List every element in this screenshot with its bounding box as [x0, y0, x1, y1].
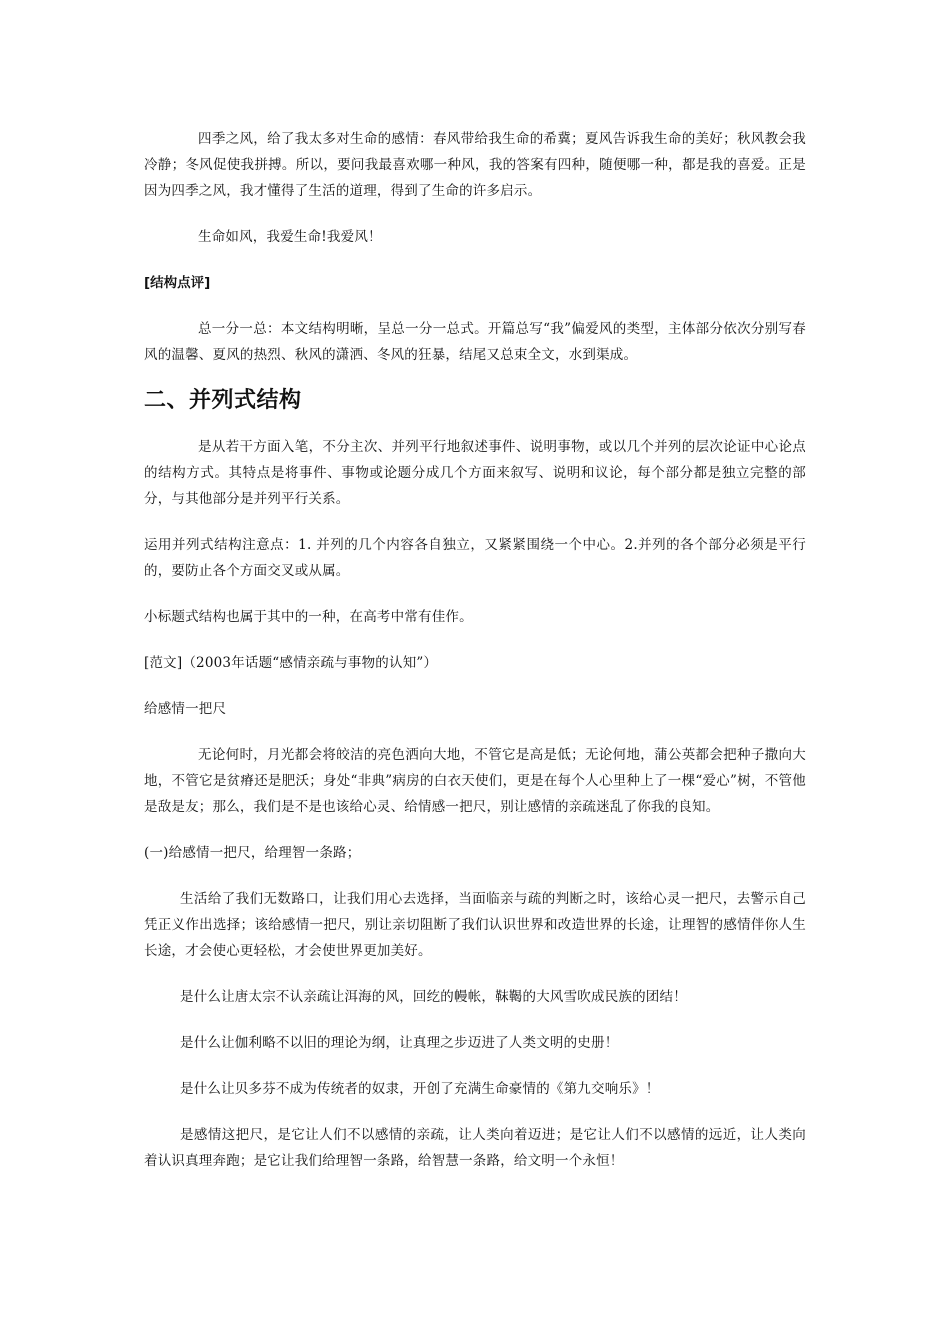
paragraph-essay-conclusion: 是感情这把尺，是它让人们不以感情的亲疏，让人类向着迈进；是它让人们不以感情的远近，让人类向着认识真理奔跑；是它让我们给理智一条路，给智慧一条路，给文明一个永恒！: [144, 1127, 806, 1169]
paragraph-essay-galileo: 是什么让伽利略不以旧的理论为纲，让真理之步迈进了人类文明的史册！: [180, 1035, 619, 1051]
paragraph-essay-body-1: 生活给了我们无数路口，让我们用心去选择，当面临亲与疏的判断之时，该给心灵一把尺，去警示自己凭正义作出选择；该给感情一把尺，别让亲切阻断了我们认识世界和改造世界的长途，让理智的感情伴你人生长途，才会使心更轻松，才会使世界更加美好。: [144, 891, 806, 959]
paragraph-essay-tang-taizong: 是什么让唐太宗不认亲疏让洱海的风，回纥的幔帐，靺鞨的大风雪吹成民族的团结！: [180, 989, 687, 1005]
paragraph-parallel-notes: 运用并列式结构注意点：1. 并列的几个内容各自独立，又紧紧围绕一个中心。2.并列的各个部分必须是平行的，要防止各个方面交叉或从属。: [144, 537, 806, 579]
document-page: [144, 118, 806, 1174]
paragraph-parallel-definition: 是从若干方面入笔，不分主次、并列平行地叙述事件、说明事物，或以几个并列的层次论证中心论点的结构方式。其特点是将事件、事物或论题分成几个方面来叙写、说明和议论，每个部分都是独立完整的部分，与其他部分是并列平行关系。: [144, 439, 806, 507]
paragraph-four-seasons: 四季之风，给了我太多对生命的感情：春风带给我生命的希冀；夏风告诉我生命的美好；秋风教会我冷静；冬风促使我拼搏。所以，要问我最喜欢哪一种风，我的答案有四种，随便哪一种，都是我的喜爱。正是因为四季之风，我才懂得了生活的道理，得到了生命的许多启示。: [144, 131, 806, 199]
paragraph-sample-essay-label: [范文]（2003年话题“感情亲疏与事物的认知”）: [144, 655, 438, 671]
structure-review-label: [结构点评]: [144, 275, 211, 291]
paragraph-structure-review: 总一分一总：本文结构明晰，呈总一分一总式。开篇总写“我”偏爱风的类型，主体部分依次分别写春风的温馨、夏风的热烈、秋风的潇洒、冬风的狂暴，结尾又总束全文，水到渠成。: [144, 321, 806, 363]
essay-subheading-one: (一)给感情一把尺，给理智一条路；: [144, 845, 361, 861]
paragraph-subtitle-structure: 小标题式结构也属于其中的一种，在高考中常有佳作。: [144, 609, 473, 625]
section-title-parallel-structure: 二、并列式结构: [144, 388, 302, 413]
paragraph-life-like-wind: 生命如风，我爱生命!我爱风！: [198, 229, 382, 245]
essay-title: 给感情一把尺: [144, 701, 227, 717]
paragraph-essay-beethoven: 是什么让贝多芬不成为传统者的奴隶，开创了充满生命豪情的《第九交响乐》！: [180, 1081, 660, 1097]
paragraph-essay-intro: 无论何时，月光都会将皎洁的亮色洒向大地，不管它是高是低；无论何地，蒲公英都会把种子撒向大地，不管它是贫瘠还是肥沃；身处“非典”病房的白衣天使们，更是在每个人心里种上了一棵“爱心”树，不管他是敌是友；那么，我们是不是也该给心灵、给情感一把尺，别让感情的亲疏迷乱了你我的良知。: [144, 747, 806, 815]
